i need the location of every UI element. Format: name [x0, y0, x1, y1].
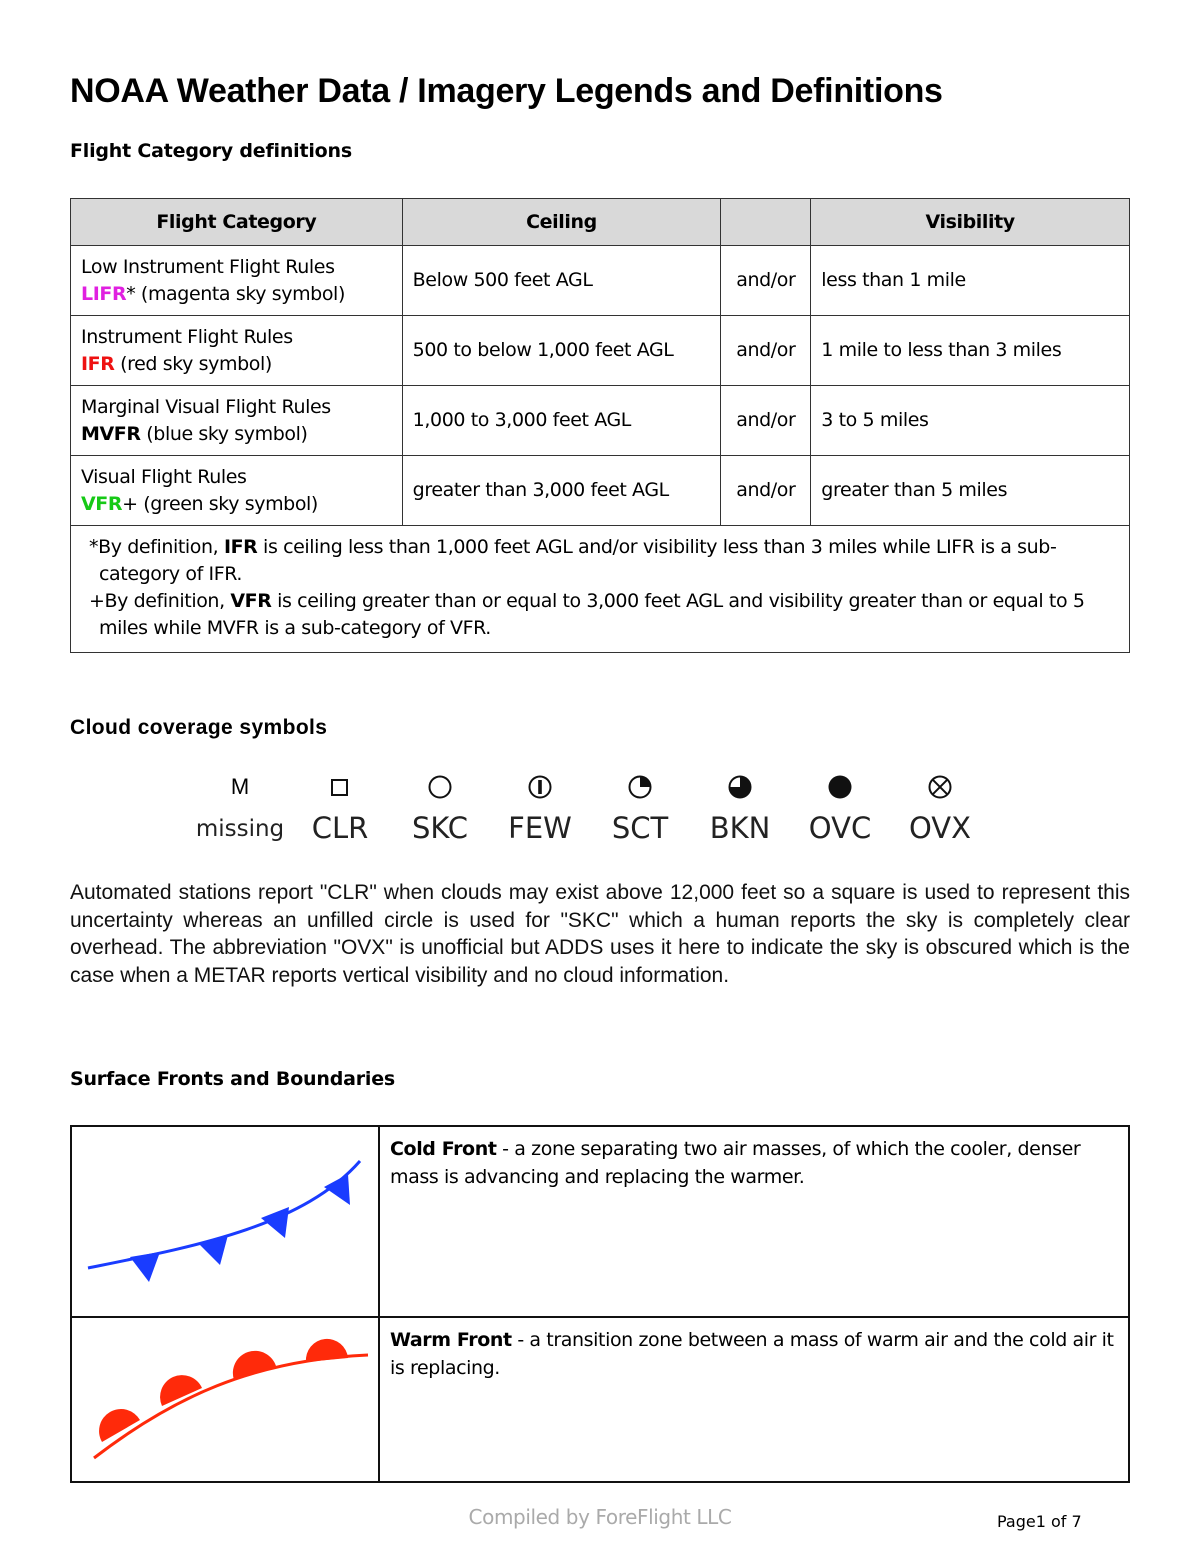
category-cell [71, 456, 403, 526]
column-header: Visibility [811, 199, 1130, 246]
front-desc: - a transition zone between a mass of warm air and the cold air it is replacing. [390, 1329, 1114, 1379]
filled-circle-icon [826, 773, 854, 801]
cloud-symbol-label: missing [195, 816, 285, 842]
front-image-cell [71, 1317, 379, 1482]
footnote-term: IFR [223, 536, 258, 558]
front-description-cell [379, 1317, 1129, 1482]
column-header [721, 199, 811, 246]
cloud-symbol-label: CLR [311, 811, 369, 845]
few-circle-icon [526, 773, 554, 801]
category-name: Instrument Flight Rules [81, 325, 293, 348]
cloud-symbol-label: OVX [908, 811, 972, 845]
cloud-symbol-label: FEW [508, 811, 572, 845]
table-row [71, 246, 1130, 316]
category-name: Low Instrument Flight Rules [81, 255, 335, 278]
conjunction-cell: and/or [721, 316, 811, 386]
column-header: Flight Category [71, 199, 403, 246]
surface-fronts-table [70, 1125, 1130, 1483]
three-quarter-filled-circle-icon [726, 773, 754, 801]
table-row [71, 316, 1130, 386]
conjunction-cell: and/or [721, 456, 811, 526]
front-image-cell [71, 1126, 379, 1317]
category-abbr: MVFR [81, 422, 141, 445]
category-cell [71, 386, 403, 456]
visibility-cell: 1 mile to less than 3 miles [811, 316, 1130, 386]
cloud-symbol-sct [590, 770, 690, 845]
cloud-symbol-ovc [790, 770, 890, 845]
footnote-text: is ceiling greater than or equal to 3,000 feet AGL and visibility greater than or equal to 5 miles while MVFR is a sub-category of VFR. [99, 590, 1085, 639]
page-number: Page1 of 7 [997, 1512, 1082, 1531]
table-header-row [71, 199, 1130, 246]
category-name: Marginal Visual Flight Rules [81, 395, 331, 418]
visibility-cell: less than 1 mile [811, 246, 1130, 316]
crossed-circle-icon [926, 773, 954, 801]
cloud-symbol-label: SCT [611, 811, 669, 845]
category-cell [71, 316, 403, 386]
square-icon [328, 775, 352, 799]
front-term: Cold Front [390, 1138, 497, 1160]
category-suffix: (red sky symbol) [114, 352, 272, 375]
page-title: NOAA Weather Data / Imagery Legends and Definitions [70, 72, 943, 110]
visibility-cell: 3 to 5 miles [811, 386, 1130, 456]
category-suffix: + (green sky symbol) [122, 492, 318, 515]
empty-circle-icon [426, 773, 454, 801]
cloud-coverage-description: Automated stations report "CLR" when clouds may exist above 12,000 feet so a square is used to represent this uncertainty whereas an unfilled circle is used for "SKC" which a human reports the sky is completely clear overhead. The abbreviation "OVX" is unofficial but ADDS uses it here to indicate the sky is obscured which is the case when a METAR reports vertical visibility and no cloud information. [70, 881, 1130, 987]
ceiling-cell: Below 500 feet AGL [402, 246, 721, 316]
conjunction-cell: and/or [721, 246, 811, 316]
table-row [71, 456, 1130, 526]
footnote-prefix: +By definition, [89, 590, 231, 612]
category-suffix: * (magenta sky symbol) [126, 282, 345, 305]
front-desc: - a zone separating two air masses, of which the cooler, denser mass is advancing and replacing the warmer. [390, 1138, 1081, 1188]
category-cell [71, 246, 403, 316]
category-suffix: (blue sky symbol) [140, 422, 308, 445]
cold-front-icon [72, 1127, 378, 1311]
cloud-symbol-label: OVC [808, 811, 872, 845]
cloud-symbol-ovx [890, 770, 990, 845]
footnote-text: is ceiling less than 1,000 feet AGL and/or visibility less than 3 miles while LIFR is a sub-category of IFR. [99, 536, 1057, 585]
footnote [81, 588, 1119, 642]
quarter-filled-circle-icon [626, 773, 654, 801]
footnote-term: VFR [230, 590, 272, 612]
front-description-cell [379, 1126, 1129, 1317]
ceiling-cell: greater than 3,000 feet AGL [402, 456, 721, 526]
footnote [81, 534, 1119, 588]
table-notes-row [71, 526, 1130, 653]
conjunction-cell: and/or [721, 386, 811, 456]
cloud-symbol-skc [390, 770, 490, 845]
column-header: Ceiling [402, 199, 721, 246]
cloud-symbol-few [490, 770, 590, 845]
cloud-symbol-bkn [690, 770, 790, 845]
cloud-symbol-label: BKN [709, 811, 771, 845]
surface-fronts-heading: Surface Fronts and Boundaries [70, 1068, 396, 1090]
front-term: Warm Front [390, 1329, 512, 1351]
category-abbr: VFR [81, 492, 123, 515]
flight-category-heading: Flight Category definitions [70, 140, 352, 162]
table-row [71, 1126, 1129, 1317]
cloud-symbol-missing [190, 770, 290, 842]
ceiling-cell: 500 to below 1,000 feet AGL [402, 316, 721, 386]
missing-m-icon: M [230, 774, 250, 799]
ceiling-cell: 1,000 to 3,000 feet AGL [402, 386, 721, 456]
table-row [71, 386, 1130, 456]
cloud-symbol-clr [290, 770, 390, 845]
cloud-coverage-heading: Cloud coverage symbols [70, 716, 328, 739]
flight-category-table [70, 198, 1130, 653]
table-row [71, 1317, 1129, 1482]
warm-front-icon [72, 1318, 378, 1476]
notes-cell [71, 526, 1130, 653]
cloud-symbol-label: SKC [411, 811, 469, 845]
category-name: Visual Flight Rules [81, 465, 247, 488]
category-abbr: LIFR [81, 282, 127, 305]
footer-compiled-by: Compiled by ForeFlight LLC [468, 1505, 732, 1529]
footnote-prefix: *By definition, [89, 536, 224, 558]
visibility-cell: greater than 5 miles [811, 456, 1130, 526]
category-abbr: IFR [81, 352, 115, 375]
